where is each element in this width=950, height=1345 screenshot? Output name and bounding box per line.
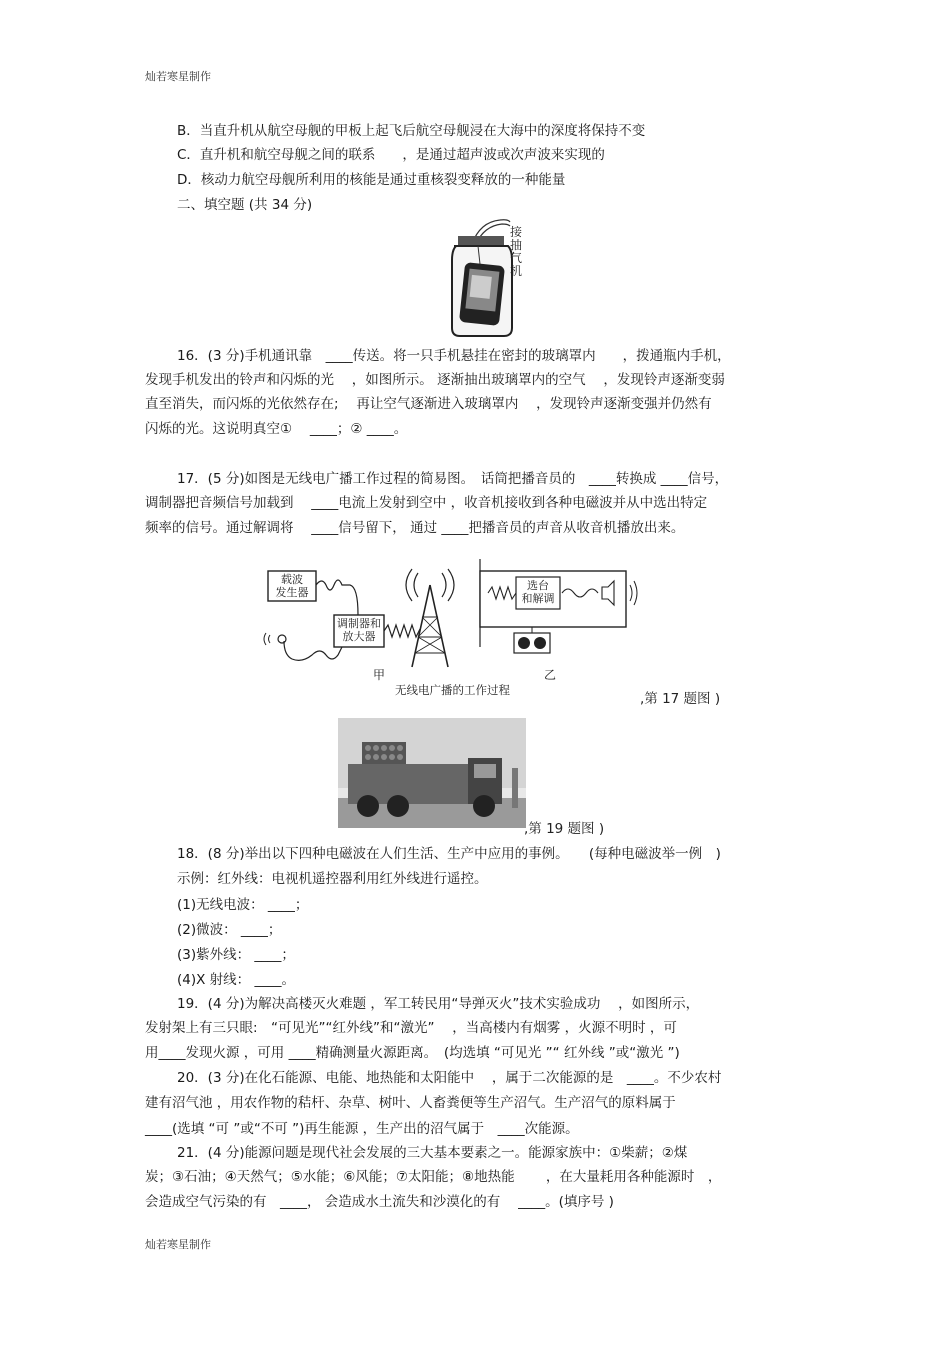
- fig17-caption: ,第 17 题图 ): [640, 691, 721, 707]
- diagram-title: 无线电广播的工作过程: [395, 683, 510, 697]
- carrier-line2: 发生器: [275, 586, 309, 599]
- q17-line1: 17．(5 分)如图是无线电广播工作过程的简易图。 话筒把播音员的 ____转换成 ____信号，: [177, 471, 729, 487]
- section-title: 二、填空题 (共 34 分): [177, 197, 313, 213]
- q18-item1: (1)无线电波： ____；: [177, 897, 309, 913]
- pump-label: 接抽气机: [510, 225, 523, 278]
- tuner-label: [516, 579, 560, 605]
- page-footer: 灿若寒星制作: [145, 1238, 211, 1251]
- q16-line3: 直至消失，而闪烁的光依然存在; 再让空气逐渐进入玻璃罩内 ，发现铃声逐渐变强并仍然有: [145, 396, 712, 412]
- q18-item2: (2)微波： ____；: [177, 922, 282, 938]
- q16-line1: 16．(3 分)手机通讯靠 ____传送。将一只手机悬挂在密封的玻璃罩内 ，拨通瓶内手机，: [177, 348, 731, 364]
- tuner-line1: 选台: [527, 579, 549, 592]
- label-yi: 乙: [544, 668, 557, 682]
- q18-item3: (3)紫外线： ____；: [177, 947, 295, 963]
- q20-line3: ____(选填 “可 ”或“不可 ”)再生能源 ，生产出的沼气属于 ____次能源。: [145, 1121, 579, 1137]
- tuner-line2: 和解调: [521, 592, 555, 605]
- q18-item4: (4)X 射线： ____。: [177, 972, 295, 988]
- q21-line2: 炭；③石油；④天然气；⑤水能；⑥风能；⑦太阳能；⑧地热能 ，在大量耗用各种能源时 ，: [145, 1169, 722, 1185]
- option-d: D．核动力航空母舰所利用的核能是通过重核裂变释放的一种能量: [177, 172, 566, 188]
- fig19-caption: ,第 19 题图 ): [524, 821, 605, 837]
- q19-line3: 用____发现火源 ，可用 ____精确测量火源距离。 (均选填 “可见光 ”“ 红外线 ”或“激光 ”): [145, 1045, 680, 1061]
- modulator-line1: 调制器和: [337, 617, 381, 630]
- modulator-line2: 放大器: [342, 630, 376, 643]
- q20-line2: 建有沼气池 ，用农作物的秸杆、杂草、树叶、人畜粪便等生产沼气。生产沼气的原料属于: [145, 1095, 676, 1111]
- q19-line1: 19．(4 分)为解决高楼灭火难题 ，军工转民用“导弹灭火”技术实验成功 ，如图所示，: [177, 996, 700, 1012]
- carrier-line1: 载波: [281, 573, 303, 586]
- q18-line2: 示例：红外线：电视机遥控器利用红外线进行遥控。: [177, 871, 488, 887]
- option-b: B．当直升机从航空母舰的甲板上起飞后航空母舰浸在大海中的深度将保持不变: [177, 123, 646, 139]
- q16-line2: 发现手机发出的铃声和闪烁的光 ，如图所示。 逐渐抽出玻璃罩内的空气 ，发现铃声逐渐变弱: [145, 372, 725, 388]
- fire-truck-photo: [338, 718, 526, 828]
- q18-line1: 18．(8 分)举出以下四种电磁波在人们生活、生产中应用的事例。 (每种电磁波举一例 ): [177, 846, 721, 862]
- carrier-generator-label: [268, 573, 316, 599]
- q21-line3: 会造成空气污染的有 ____， 会造成水土流失和沙漠化的有 ____。(填序号 ): [145, 1194, 614, 1210]
- q17-line3: 频率的信号。通过解调将 ____信号留下， 通过 ____把播音员的声音从收音机播放出来。: [145, 520, 685, 536]
- q20-line1: 20．(3 分)在化石能源、电能、地热能和太阳能中 ，属于二次能源的是 ____。不少农村: [177, 1070, 722, 1086]
- q19-line2: 发射架上有三只眼: “可见光”“红外线”和“激光” ，当高楼内有烟雾 ，火源不明时 ，可: [145, 1020, 677, 1036]
- q17-line2: 调制器把音频信号加载到 ____电流上发射到空中 ，收音机接收到各种电磁波并从中选出特定: [145, 495, 708, 511]
- page-header: 灿若寒星制作: [145, 70, 211, 83]
- option-c: C．直升机和航空母舰之间的联系 ，是通过超声波或次声波来实现的: [177, 147, 605, 163]
- modulator-label: [334, 617, 384, 643]
- q16-line4: 闪烁的光。这说明真空① ____；② ____。: [145, 421, 408, 437]
- q21-line1: 21．(4 分)能源问题是现代社会发展的三大基本要素之一。能源家族中：①柴薪；②煤: [177, 1145, 688, 1161]
- label-jia: 甲: [373, 668, 386, 682]
- radio-broadcast-diagram: [262, 555, 642, 700]
